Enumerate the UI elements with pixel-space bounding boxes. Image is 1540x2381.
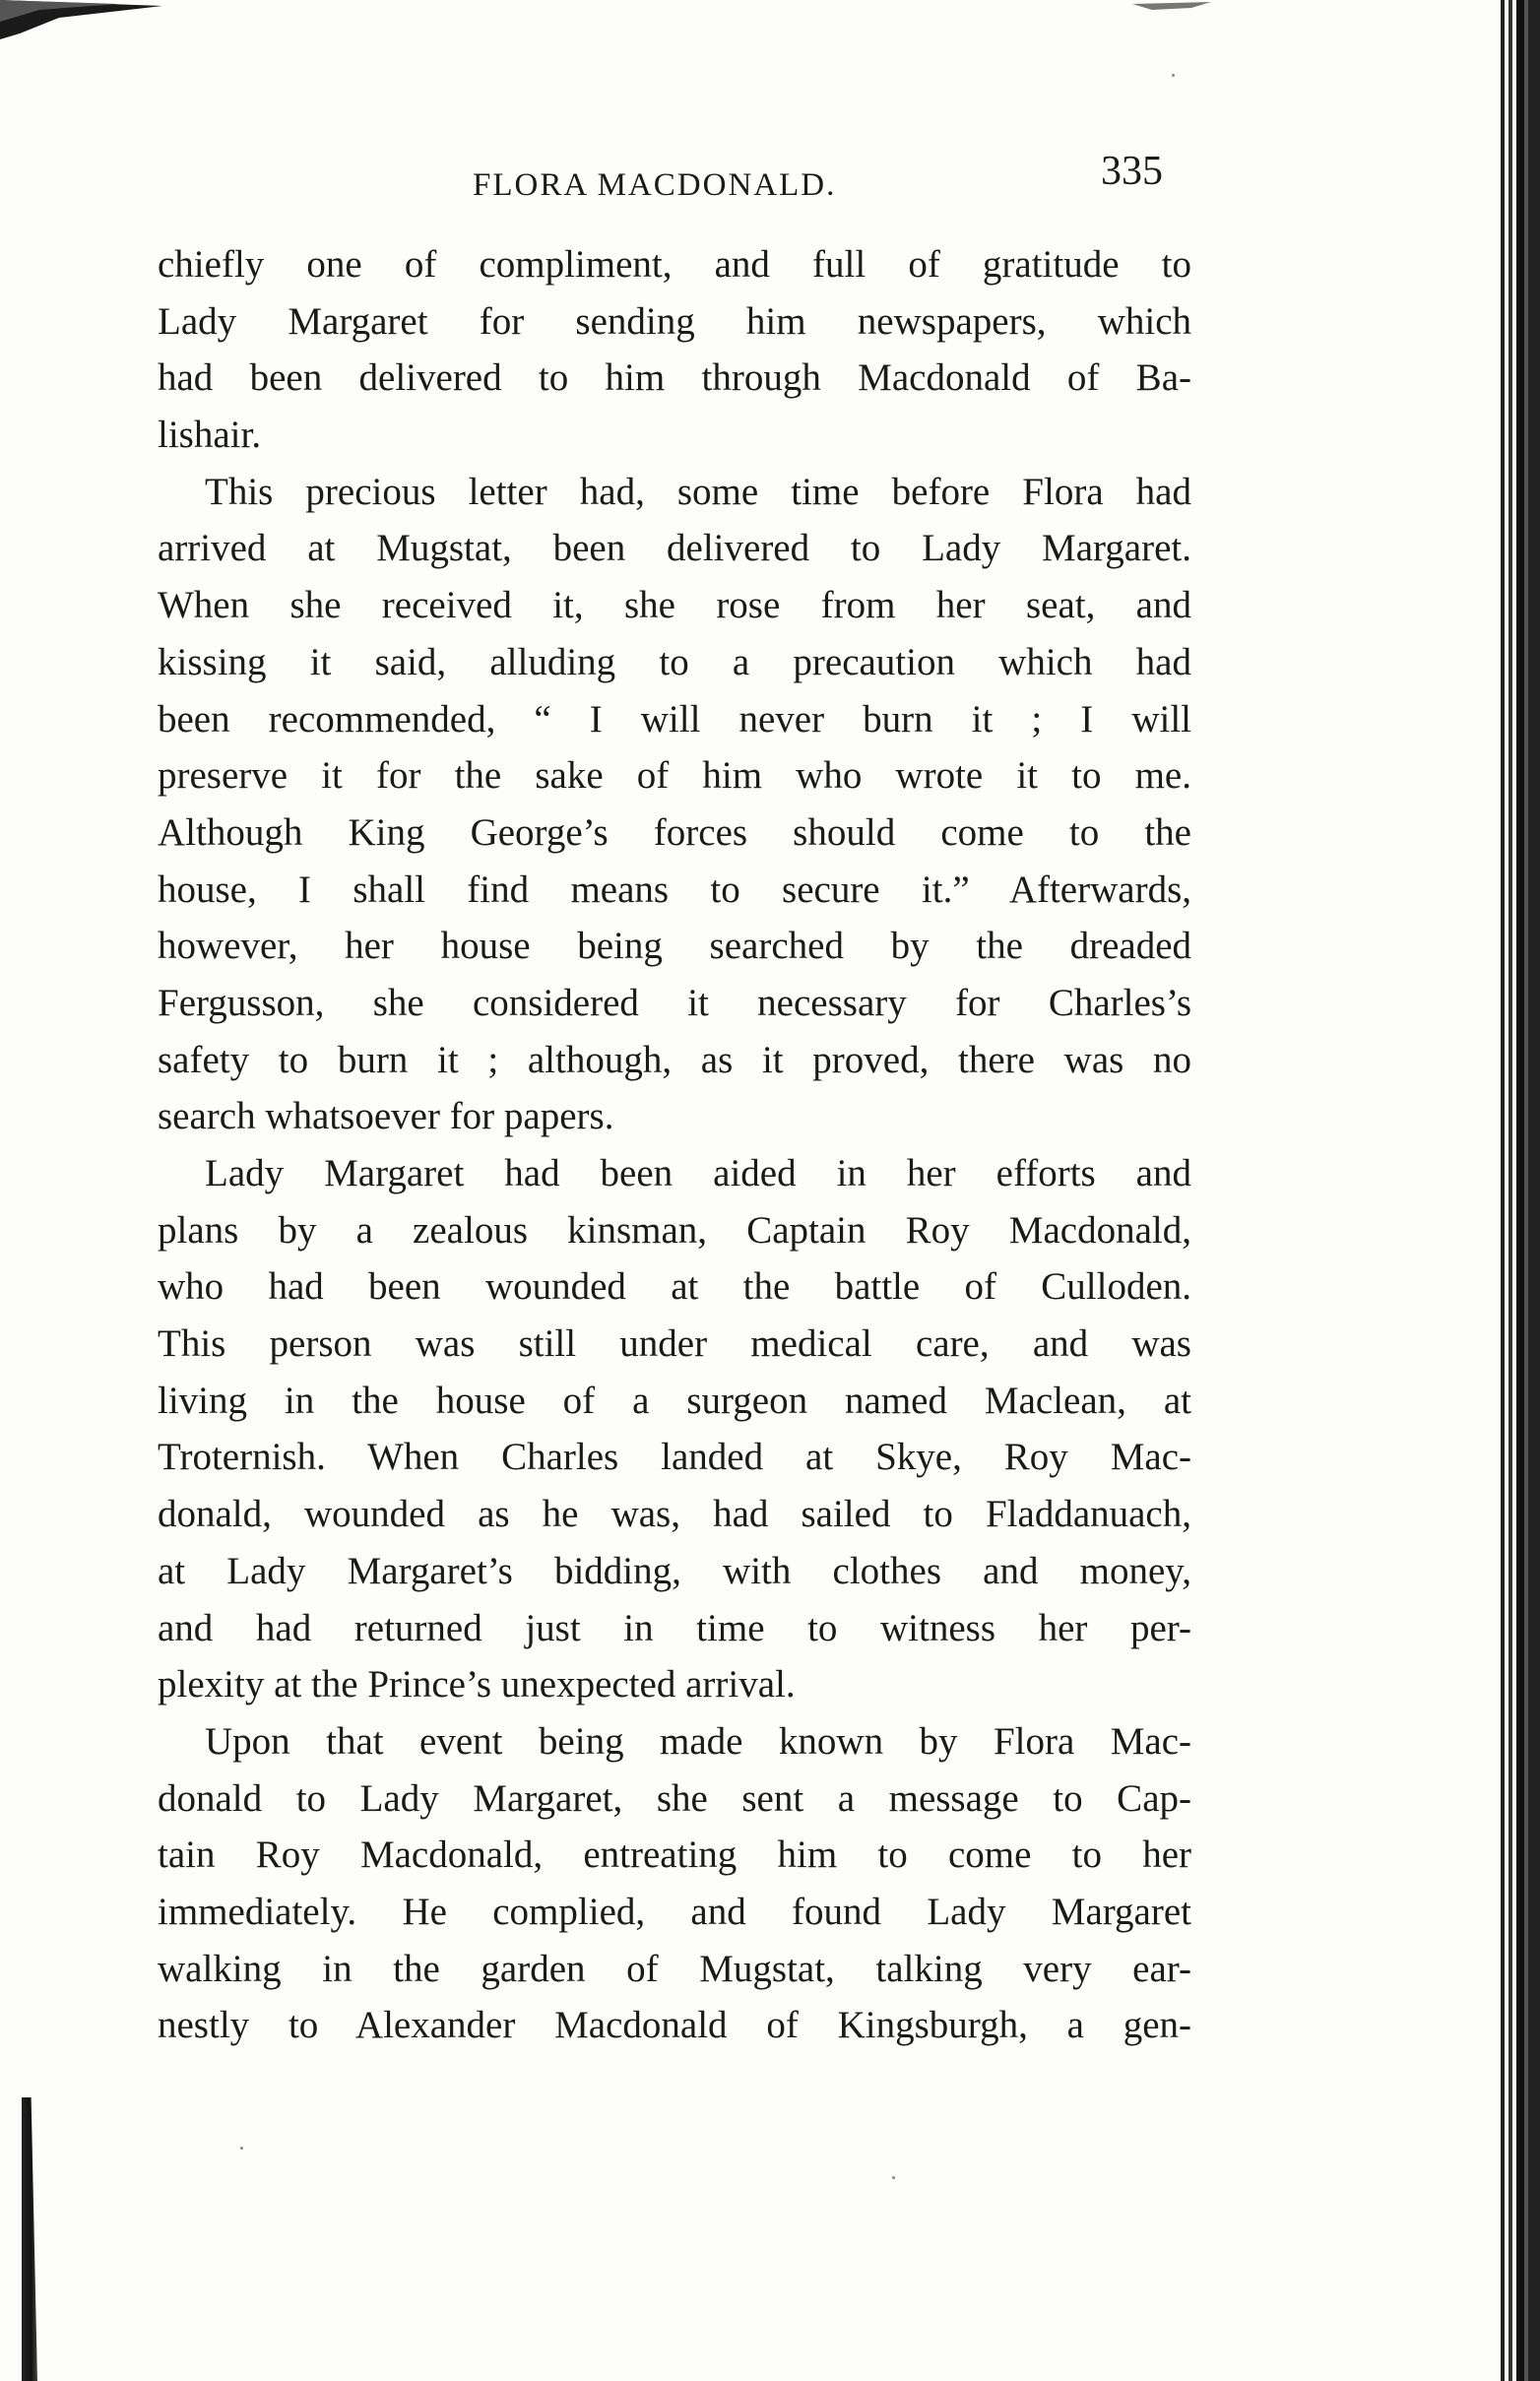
text-line: This precious letter had, some time before Flora had xyxy=(205,470,1191,513)
scan-edge-left-bar xyxy=(22,2097,37,2381)
text-line: house, I shall find means to secure it.” Afterwards, xyxy=(158,868,1191,911)
text-line: chiefly one of compliment, and full of gratitude to xyxy=(158,243,1191,286)
scan-speck xyxy=(892,2176,895,2179)
text-line: arrived at Mugstat, been delivered to Lady Margaret. xyxy=(158,527,1191,570)
text-line: kissing it said, alluding to a precaution which had xyxy=(158,640,1191,683)
text-line: living in the house of a surgeon named Maclean, at xyxy=(158,1379,1191,1422)
text-line: who had been wounded at the battle of Culloden. xyxy=(158,1265,1191,1309)
text-line: search whatsoever for papers. xyxy=(158,1095,614,1138)
text-line: walking in the garden of Mugstat, talking very ear- xyxy=(158,1947,1191,1990)
text-line: and had returned just in time to witness her per- xyxy=(158,1606,1191,1649)
text-line: plexity at the Prince’s unexpected arrival. xyxy=(158,1663,796,1706)
page-number: 335 xyxy=(1101,149,1163,194)
text-line: lishair. xyxy=(158,414,262,457)
text-line: Troternish. When Charles landed at Skye, Roy Mac- xyxy=(158,1436,1191,1479)
text-line: Although King George’s forces should come to the xyxy=(158,810,1191,854)
text-line: safety to burn it ; although, as it proved, there was no xyxy=(158,1038,1191,1081)
scan-edge-right-bar xyxy=(1495,0,1540,2381)
text-line: had been delivered to him through Macdonald of Ba- xyxy=(158,356,1191,400)
text-line: When she received it, she rose from her seat, and xyxy=(158,584,1191,627)
text-line: Upon that event being made known by Flora Mac- xyxy=(205,1719,1191,1763)
running-head: FLORA MACDONALD. xyxy=(473,167,837,203)
text-line: at Lady Margaret’s bidding, with clothes and money, xyxy=(158,1549,1191,1592)
text-line: been recommended, “ I will never burn it ; I will xyxy=(158,697,1191,740)
text-line: however, her house being searched by the dreaded xyxy=(158,925,1191,968)
scan-edge-top-right xyxy=(1132,0,1211,20)
text-line: donald, wounded as he was, had sailed to Fladdanuach, xyxy=(158,1493,1191,1536)
text-line: Lady Margaret for sending him newspapers, which xyxy=(158,299,1191,343)
text-line: Lady Margaret had been aided in her efforts and xyxy=(205,1152,1191,1194)
text-line: tain Roy Macdonald, entreating him to come to her xyxy=(158,1834,1191,1877)
text-line: donald to Lady Margaret, she sent a message to Cap- xyxy=(158,1776,1191,1820)
text-line: preserve it for the sake of him who wrote it to me. xyxy=(158,754,1191,798)
scan-speck xyxy=(240,2147,243,2150)
scan-edge-top-left xyxy=(0,0,162,39)
text-line: Fergusson, she considered it necessary for Charles’s xyxy=(158,981,1191,1024)
body-text xyxy=(158,236,1191,2054)
scan-speck xyxy=(1172,74,1175,77)
text-line: plans by a zealous kinsman, Captain Roy Macdonald, xyxy=(158,1208,1191,1252)
text-line: immediately. He complied, and found Lady Margaret xyxy=(158,1890,1191,1933)
text-line: This person was still under medical care, and was xyxy=(158,1322,1191,1366)
text-line: nestly to Alexander Macdonald of Kingsburgh, a gen- xyxy=(158,2004,1191,2047)
